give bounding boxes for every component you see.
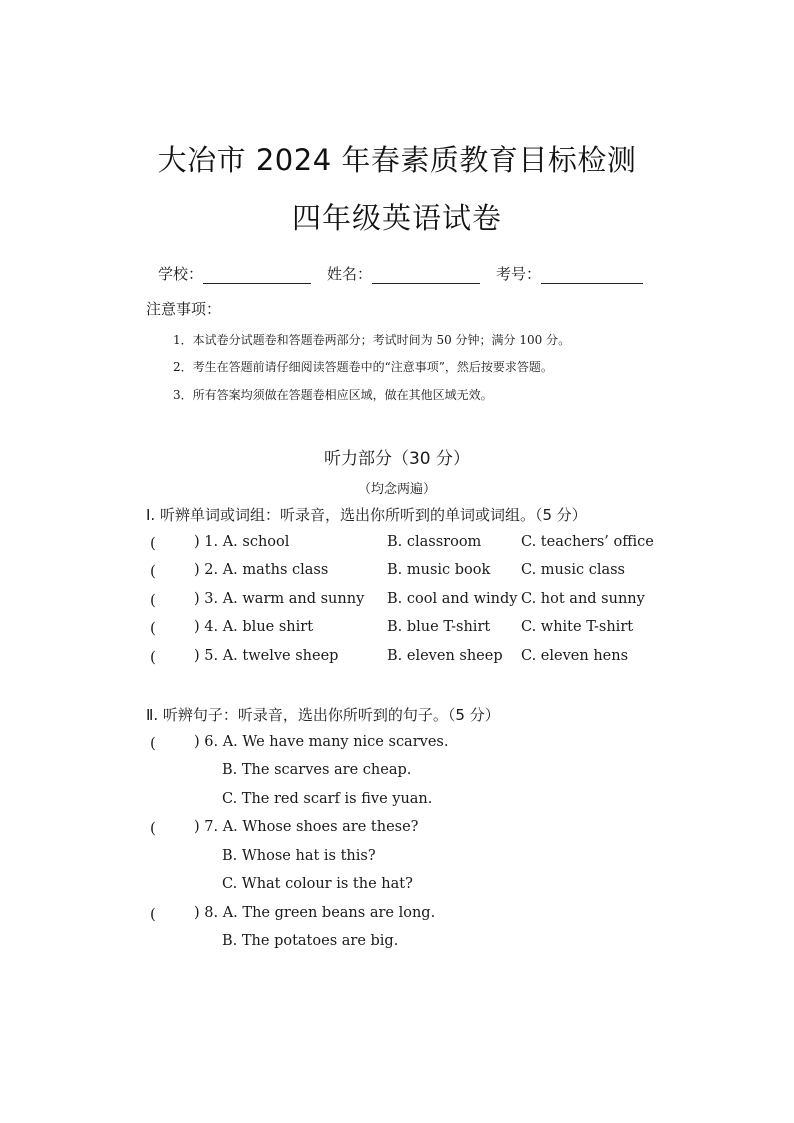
note-item: 2．考生在答题前请仔细阅读答题卷中的“注意事项”，然后按要求答题。 bbox=[173, 360, 553, 374]
answer-paren[interactable]: ( bbox=[150, 591, 156, 609]
name-blank[interactable] bbox=[372, 265, 480, 284]
section2-heading: Ⅱ. 听辨句子：听录音，选出你所听到的句子。（5 分） bbox=[146, 706, 500, 724]
question-option-b: B. The potatoes are big. bbox=[222, 933, 399, 949]
question-option-a: ) 1. A. school bbox=[194, 534, 290, 550]
question-option-a: ) 4. A. blue shirt bbox=[194, 619, 314, 635]
name-label: 姓名： bbox=[327, 265, 373, 283]
question-option-b: B. Whose hat is this? bbox=[222, 848, 376, 864]
listening-title: 听力部分（30 分） bbox=[323, 449, 471, 469]
school-blank[interactable] bbox=[203, 265, 311, 284]
question-option-c: C. The red scarf is five yuan. bbox=[222, 791, 433, 807]
listening-note: （均念两遍） bbox=[357, 482, 436, 497]
answer-paren[interactable]: ( bbox=[150, 562, 156, 580]
answer-paren[interactable]: ( bbox=[150, 648, 156, 666]
question-option-b: B. classroom bbox=[387, 534, 482, 550]
question-option-a: ) 3. A. warm and sunny bbox=[194, 591, 365, 607]
question-option-c: C. teachers’ office bbox=[521, 534, 654, 550]
section1-heading: Ⅰ. 听辨单词或词组：听录音，选出你所听到的单词或词组。（5 分） bbox=[146, 506, 587, 524]
question-option-a: ) 2. A. maths class bbox=[194, 562, 329, 578]
note-item: 3．所有答案均须做在答题卷相应区域，做在其他区域无效。 bbox=[173, 388, 493, 402]
answer-paren[interactable]: ( bbox=[150, 534, 156, 552]
question-option-c: C. eleven hens bbox=[521, 648, 629, 664]
answer-paren[interactable]: ( bbox=[150, 905, 156, 923]
number-label: 考号： bbox=[496, 265, 542, 283]
number-blank[interactable] bbox=[541, 265, 643, 284]
question-option-b: B. music book bbox=[387, 562, 491, 578]
answer-paren[interactable]: ( bbox=[150, 819, 156, 837]
question-option-a: ) 7. A. Whose shoes are these? bbox=[194, 819, 419, 835]
note-item: 1．本试卷分试题卷和答题卷两部分；考试时间为 50 分钟；满分 100 分。 bbox=[173, 333, 571, 347]
answer-paren[interactable]: ( bbox=[150, 734, 156, 752]
question-option-c: C. What colour is the hat? bbox=[222, 876, 413, 892]
question-option-a: ) 6. A. We have many nice scarves. bbox=[194, 734, 449, 750]
student-info-row bbox=[158, 263, 643, 284]
exam-title: 大冶市 2024 年春素质教育目标检测 bbox=[157, 143, 637, 177]
school-label: 学校： bbox=[158, 265, 204, 283]
exam-subtitle: 四年级英语试卷 bbox=[291, 201, 502, 235]
question-option-c: C. music class bbox=[521, 562, 625, 578]
answer-paren[interactable]: ( bbox=[150, 619, 156, 637]
question-option-c: C. white T-shirt bbox=[521, 619, 634, 635]
question-option-b: B. blue T-shirt bbox=[387, 619, 491, 635]
question-option-b: B. eleven sheep bbox=[387, 648, 503, 664]
question-option-b: B. cool and windy bbox=[387, 591, 518, 607]
question-option-a: ) 8. A. The green beans are long. bbox=[194, 905, 436, 921]
question-option-c: C. hot and sunny bbox=[521, 591, 645, 607]
question-option-a: ) 5. A. twelve sheep bbox=[194, 648, 339, 664]
question-option-b: B. The scarves are cheap. bbox=[222, 762, 412, 778]
notes-heading: 注意事项： bbox=[146, 300, 222, 318]
